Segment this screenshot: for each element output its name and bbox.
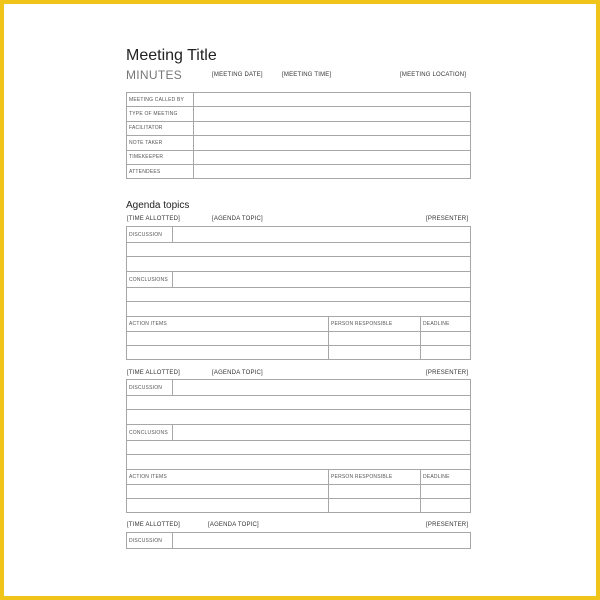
deadline-field[interactable] (421, 485, 471, 499)
discussion-line[interactable] (127, 410, 471, 425)
meeting-info-table (126, 92, 471, 179)
called-by-field[interactable] (194, 93, 471, 107)
discussion-line[interactable] (127, 396, 471, 410)
table-row (127, 272, 471, 288)
agenda-topics-heading: Agenda topics (126, 200, 190, 211)
person-responsible-label: PERSON RESPONSIBLE (329, 317, 421, 332)
discussion-label: DISCUSSION (127, 380, 173, 396)
conclusions-line[interactable] (127, 441, 471, 455)
deadline-field[interactable] (421, 346, 471, 360)
table-row (127, 150, 471, 164)
discussion-line[interactable] (127, 243, 471, 257)
minutes-subtitle: MINUTES (126, 68, 183, 82)
table-row (127, 332, 471, 346)
topic-1-time-allotted: [TIME ALLOTTED] (127, 216, 181, 222)
topic-1-discussion-table (126, 226, 471, 272)
action-items-label: ACTION ITEMS (127, 470, 329, 485)
person-field[interactable] (329, 346, 421, 360)
table-row (127, 164, 471, 178)
table-row (127, 107, 471, 121)
person-responsible-label: PERSON RESPONSIBLE (329, 470, 421, 485)
called-by-label: MEETING CALLED BY (127, 93, 194, 107)
discussion-label: DISCUSSION (127, 227, 173, 243)
topic-2-agenda-topic: [AGENDA TOPIC] (212, 370, 263, 376)
topic-1-action-items-table (126, 316, 471, 360)
table-row (127, 455, 471, 470)
topic-1-presenter: [PRESENTER] (426, 216, 469, 222)
action-item-field[interactable] (127, 346, 329, 360)
topic-3-discussion-table (126, 532, 471, 549)
deadline-field[interactable] (421, 332, 471, 346)
discussion-field[interactable] (173, 533, 471, 549)
facilitator-label: FACILITATOR (127, 121, 194, 135)
discussion-label: DISCUSSION (127, 533, 173, 549)
conclusions-line[interactable] (127, 455, 471, 470)
table-row (127, 243, 471, 257)
conclusions-line[interactable] (127, 288, 471, 302)
table-row (127, 346, 471, 360)
table-row (127, 396, 471, 410)
table-row (127, 93, 471, 107)
meeting-time-label: [MEETING TIME] (282, 72, 332, 78)
timekeeper-field[interactable] (194, 150, 471, 164)
table-row (127, 257, 471, 272)
table-row (127, 441, 471, 455)
meeting-date-label: [MEETING DATE] (212, 72, 263, 78)
person-field[interactable] (329, 499, 421, 513)
topic-1-agenda-topic: [AGENDA TOPIC] (212, 216, 263, 222)
topic-3-time-allotted: [TIME ALLOTTED] (127, 522, 181, 528)
table-row (127, 121, 471, 135)
table-row (127, 485, 471, 499)
facilitator-field[interactable] (194, 121, 471, 135)
timekeeper-label: TIMEKEEPER (127, 150, 194, 164)
meeting-type-field[interactable] (194, 107, 471, 121)
conclusions-label: CONCLUSIONS (127, 425, 173, 441)
table-row (127, 425, 471, 441)
conclusions-line[interactable] (127, 302, 471, 317)
table-row (127, 380, 471, 396)
person-field[interactable] (329, 485, 421, 499)
deadline-label: DEADLINE (421, 317, 471, 332)
table-row (127, 499, 471, 513)
conclusions-label: CONCLUSIONS (127, 272, 173, 288)
topic-3-presenter: [PRESENTER] (426, 522, 469, 528)
table-row (127, 227, 471, 243)
conclusions-field[interactable] (173, 272, 471, 288)
topic-3-agenda-topic: [AGENDA TOPIC] (208, 522, 259, 528)
table-row (127, 302, 471, 317)
meeting-location-label: [MEETING LOCATION] (400, 72, 467, 78)
table-row (127, 533, 471, 549)
action-item-field[interactable] (127, 499, 329, 513)
discussion-field[interactable] (173, 380, 471, 396)
topic-1-conclusions-table (126, 271, 471, 317)
action-item-field[interactable] (127, 485, 329, 499)
deadline-field[interactable] (421, 499, 471, 513)
deadline-label: DEADLINE (421, 470, 471, 485)
action-item-field[interactable] (127, 332, 329, 346)
note-taker-field[interactable] (194, 136, 471, 150)
discussion-field[interactable] (173, 227, 471, 243)
conclusions-field[interactable] (173, 425, 471, 441)
topic-2-discussion-table (126, 379, 471, 425)
table-row (127, 136, 471, 150)
person-field[interactable] (329, 332, 421, 346)
discussion-line[interactable] (127, 257, 471, 272)
table-row (127, 410, 471, 425)
topic-2-action-items-table (126, 469, 471, 513)
note-taker-label: NOTE TAKER (127, 136, 194, 150)
topic-2-conclusions-table (126, 424, 471, 470)
attendees-field[interactable] (194, 164, 471, 178)
meeting-type-label: TYPE OF MEETING (127, 107, 194, 121)
topic-2-presenter: [PRESENTER] (426, 370, 469, 376)
meeting-title: Meeting Title (126, 47, 217, 64)
attendees-label: ATTENDEES (127, 164, 194, 178)
topic-2-time-allotted: [TIME ALLOTTED] (127, 370, 181, 376)
table-row (127, 470, 471, 485)
table-row (127, 317, 471, 332)
table-row (127, 288, 471, 302)
action-items-label: ACTION ITEMS (127, 317, 329, 332)
